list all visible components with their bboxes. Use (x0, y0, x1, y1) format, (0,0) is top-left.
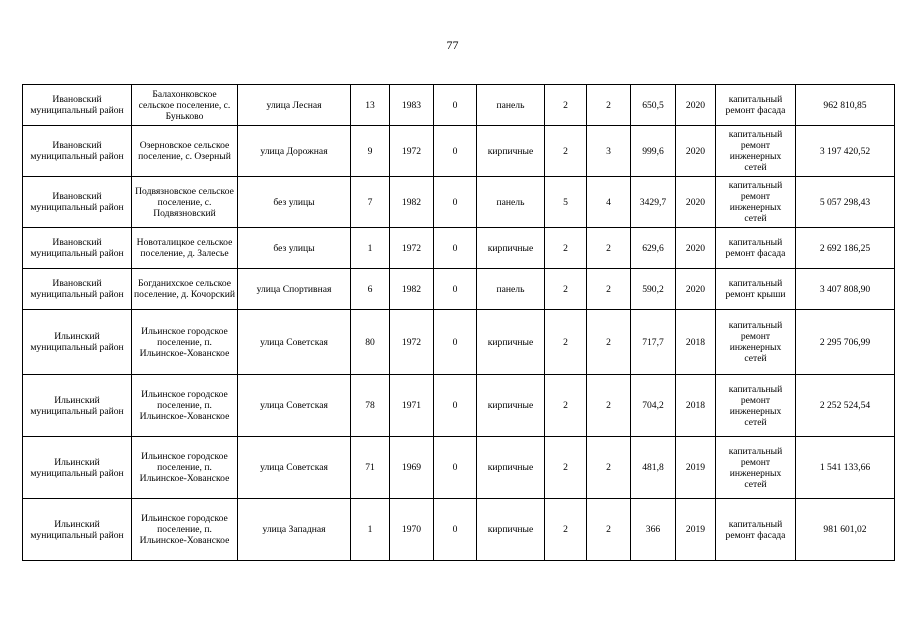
entrances-cell: 2 (587, 310, 631, 375)
entrances-cell: 3 (587, 126, 631, 177)
housing-repair-table (22, 84, 895, 561)
district-cell: Ильинский муниципальный район (23, 499, 132, 561)
planned-year-cell: 2020 (676, 126, 716, 177)
planned-year-cell: 2018 (676, 375, 716, 437)
district-cell: Ильинский муниципальный район (23, 375, 132, 437)
table-row (23, 177, 895, 228)
wall-material-cell: панель (477, 177, 545, 228)
house-number-cell: 1 (351, 499, 390, 561)
zero-value-cell: 0 (434, 437, 477, 499)
area-cell: 629,6 (631, 228, 676, 269)
wall-material-cell: панель (477, 85, 545, 126)
table-row (23, 85, 895, 126)
floors-cell: 2 (545, 126, 587, 177)
district-cell: Ильинский муниципальный район (23, 437, 132, 499)
floors-cell: 2 (545, 375, 587, 437)
floors-cell: 2 (545, 228, 587, 269)
page-number: 77 (446, 38, 459, 52)
planned-year-cell: 2019 (676, 499, 716, 561)
floors-cell: 2 (545, 85, 587, 126)
settlement-cell: Ильинское городское поселение, п. Ильинское-Хованское (132, 499, 238, 561)
street-cell: улица Советская (238, 310, 351, 375)
entrances-cell: 2 (587, 269, 631, 310)
settlement-cell: Ильинское городское поселение, п. Ильинское-Хованское (132, 437, 238, 499)
street-cell: улица Дорожная (238, 126, 351, 177)
entrances-cell: 2 (587, 85, 631, 126)
entrances-cell: 2 (587, 499, 631, 561)
district-cell: Ильинский муниципальный район (23, 310, 132, 375)
work-type-cell: капитальный ремонт фасада (716, 228, 796, 269)
zero-value-cell: 0 (434, 269, 477, 310)
work-type-cell: капитальный ремонт крыши (716, 269, 796, 310)
street-cell: без улицы (238, 177, 351, 228)
house-number-cell: 7 (351, 177, 390, 228)
settlement-cell: Богданихское сельское поселение, д. Кочорский (132, 269, 238, 310)
district-cell: Ивановский муниципальный район (23, 228, 132, 269)
cost-cell: 962 810,85 (796, 85, 895, 126)
settlement-cell: Ильинское городское поселение, п. Ильинское-Хованское (132, 310, 238, 375)
wall-material-cell: кирпичные (477, 228, 545, 269)
house-number-cell: 80 (351, 310, 390, 375)
entrances-cell: 2 (587, 375, 631, 437)
wall-material-cell: панель (477, 269, 545, 310)
work-type-cell: капитальный ремонт инженерных сетей (716, 177, 796, 228)
work-type-cell: капитальный ремонт фасада (716, 499, 796, 561)
wall-material-cell: кирпичные (477, 126, 545, 177)
zero-value-cell: 0 (434, 85, 477, 126)
street-cell: улица Спортивная (238, 269, 351, 310)
zero-value-cell: 0 (434, 177, 477, 228)
area-cell: 650,5 (631, 85, 676, 126)
planned-year-cell: 2020 (676, 228, 716, 269)
district-cell: Ивановский муниципальный район (23, 126, 132, 177)
table-body (23, 85, 895, 561)
year-built-cell: 1983 (390, 85, 434, 126)
house-number-cell: 1 (351, 228, 390, 269)
year-built-cell: 1970 (390, 499, 434, 561)
year-built-cell: 1969 (390, 437, 434, 499)
area-cell: 590,2 (631, 269, 676, 310)
wall-material-cell: кирпичные (477, 499, 545, 561)
cost-cell: 3 407 808,90 (796, 269, 895, 310)
entrances-cell: 2 (587, 228, 631, 269)
settlement-cell: Озерновское сельское поселение, с. Озерный (132, 126, 238, 177)
planned-year-cell: 2019 (676, 437, 716, 499)
year-built-cell: 1971 (390, 375, 434, 437)
cost-cell: 2 252 524,54 (796, 375, 895, 437)
table-row (23, 310, 895, 375)
cost-cell: 2 692 186,25 (796, 228, 895, 269)
street-cell: улица Западная (238, 499, 351, 561)
area-cell: 3429,7 (631, 177, 676, 228)
district-cell: Ивановский муниципальный район (23, 85, 132, 126)
planned-year-cell: 2020 (676, 177, 716, 228)
table-row (23, 228, 895, 269)
wall-material-cell: кирпичные (477, 310, 545, 375)
settlement-cell: Новоталицкое сельское поселение, д. Залесье (132, 228, 238, 269)
settlement-cell: Подвязновское сельское поселение, с. Подвязновский (132, 177, 238, 228)
house-number-cell: 78 (351, 375, 390, 437)
floors-cell: 2 (545, 499, 587, 561)
planned-year-cell: 2020 (676, 85, 716, 126)
entrances-cell: 4 (587, 177, 631, 228)
area-cell: 704,2 (631, 375, 676, 437)
zero-value-cell: 0 (434, 310, 477, 375)
work-type-cell: капитальный ремонт инженерных сетей (716, 437, 796, 499)
house-number-cell: 9 (351, 126, 390, 177)
street-cell: улица Советская (238, 437, 351, 499)
work-type-cell: капитальный ремонт инженерных сетей (716, 375, 796, 437)
street-cell: без улицы (238, 228, 351, 269)
year-built-cell: 1972 (390, 126, 434, 177)
zero-value-cell: 0 (434, 126, 477, 177)
house-number-cell: 6 (351, 269, 390, 310)
street-cell: улица Советская (238, 375, 351, 437)
table-row (23, 437, 895, 499)
table-row (23, 269, 895, 310)
year-built-cell: 1982 (390, 269, 434, 310)
zero-value-cell: 0 (434, 228, 477, 269)
work-type-cell: капитальный ремонт инженерных сетей (716, 310, 796, 375)
year-built-cell: 1982 (390, 177, 434, 228)
year-built-cell: 1972 (390, 228, 434, 269)
planned-year-cell: 2018 (676, 310, 716, 375)
district-cell: Ивановский муниципальный район (23, 177, 132, 228)
floors-cell: 2 (545, 269, 587, 310)
floors-cell: 2 (545, 437, 587, 499)
district-cell: Ивановский муниципальный район (23, 269, 132, 310)
area-cell: 717,7 (631, 310, 676, 375)
entrances-cell: 2 (587, 437, 631, 499)
cost-cell: 3 197 420,52 (796, 126, 895, 177)
settlement-cell: Ильинское городское поселение, п. Ильинское-Хованское (132, 375, 238, 437)
year-built-cell: 1972 (390, 310, 434, 375)
zero-value-cell: 0 (434, 499, 477, 561)
area-cell: 366 (631, 499, 676, 561)
work-type-cell: капитальный ремонт фасада (716, 85, 796, 126)
work-type-cell: капитальный ремонт инженерных сетей (716, 126, 796, 177)
floors-cell: 5 (545, 177, 587, 228)
table-row (23, 499, 895, 561)
cost-cell: 2 295 706,99 (796, 310, 895, 375)
table-row (23, 126, 895, 177)
area-cell: 481,8 (631, 437, 676, 499)
cost-cell: 5 057 298,43 (796, 177, 895, 228)
floors-cell: 2 (545, 310, 587, 375)
settlement-cell: Балахонковское сельское поселение, с. Буньково (132, 85, 238, 126)
cost-cell: 981 601,02 (796, 499, 895, 561)
wall-material-cell: кирпичные (477, 375, 545, 437)
street-cell: улица Лесная (238, 85, 351, 126)
house-number-cell: 13 (351, 85, 390, 126)
planned-year-cell: 2020 (676, 269, 716, 310)
house-number-cell: 71 (351, 437, 390, 499)
zero-value-cell: 0 (434, 375, 477, 437)
area-cell: 999,6 (631, 126, 676, 177)
wall-material-cell: кирпичные (477, 437, 545, 499)
cost-cell: 1 541 133,66 (796, 437, 895, 499)
table-row (23, 375, 895, 437)
